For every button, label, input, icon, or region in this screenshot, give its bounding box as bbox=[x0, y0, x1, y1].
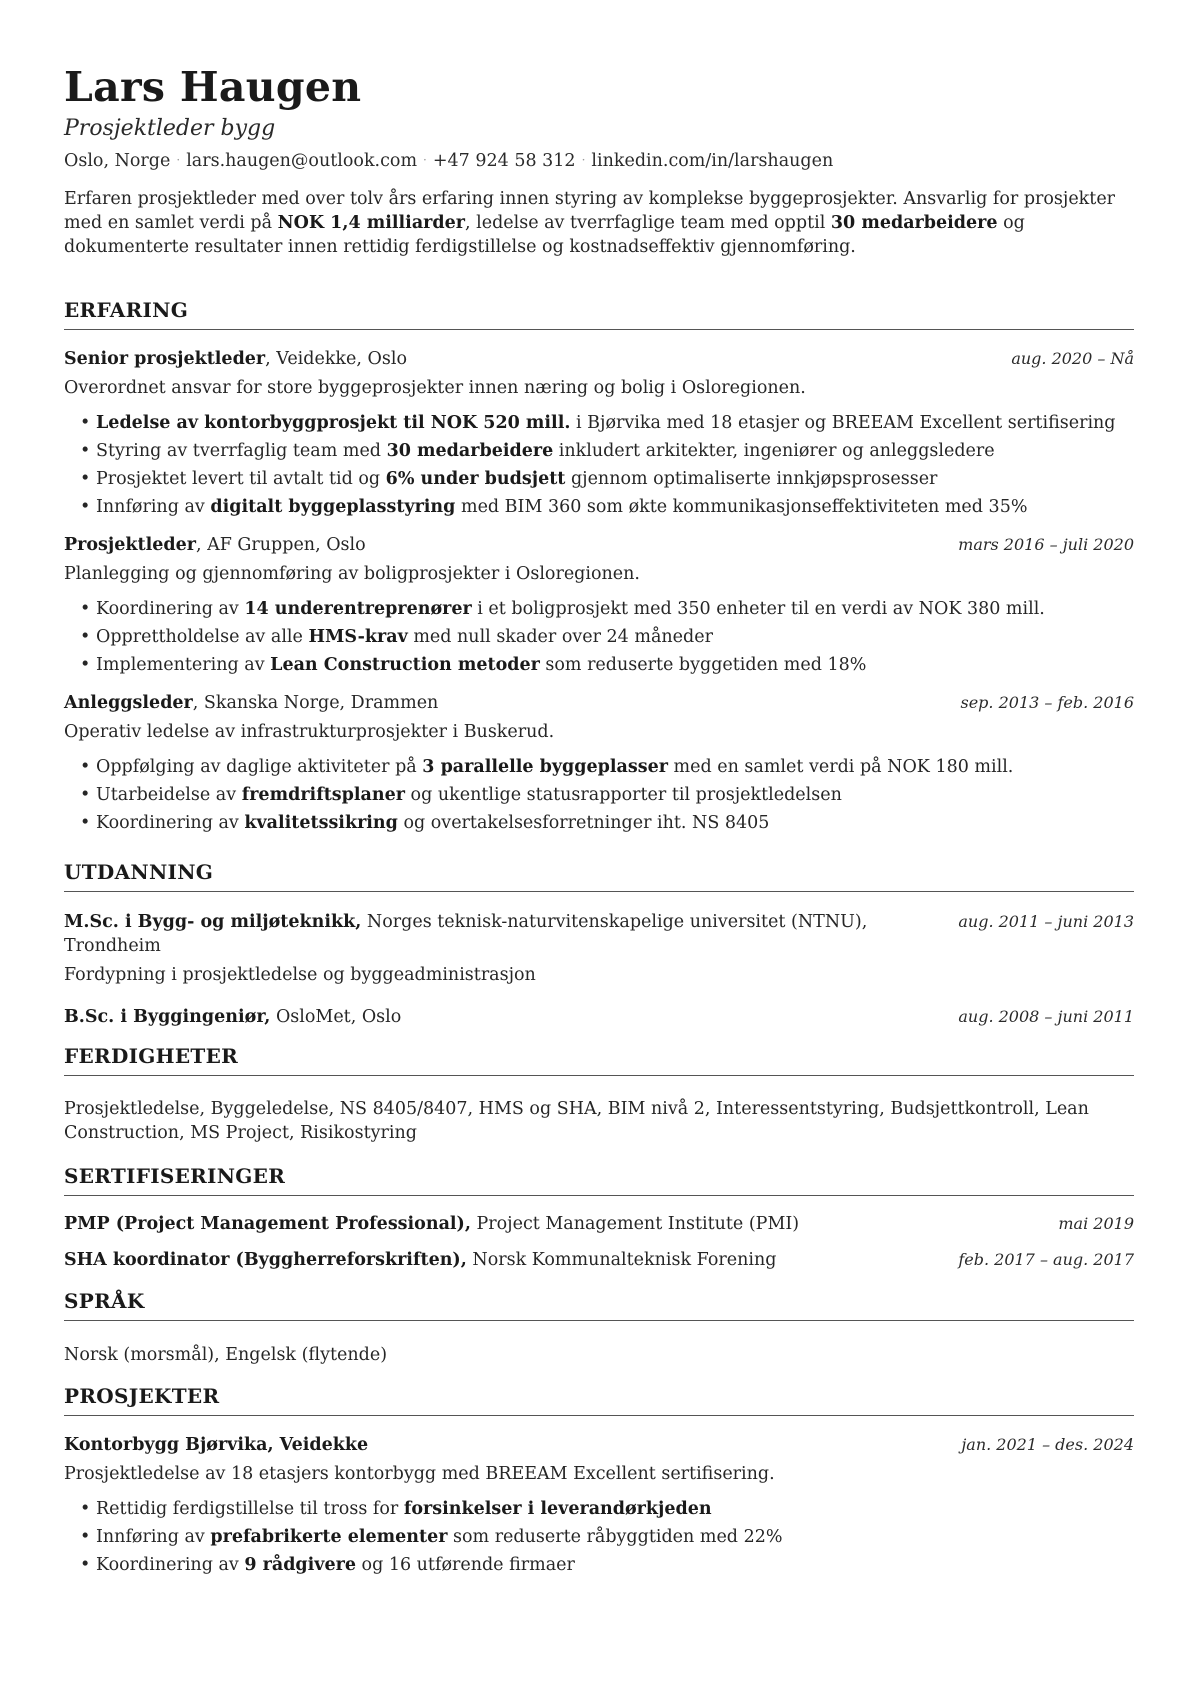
date-range: mai 2019 bbox=[1058, 1214, 1134, 1233]
list-item bbox=[84, 595, 1134, 623]
date-range: sep. 2013 – feb. 2016 bbox=[960, 693, 1134, 712]
summary-highlight: 30 medarbeidere bbox=[830, 213, 998, 233]
resume-page bbox=[64, 62, 1134, 1579]
summary-highlight: NOK 1,4 milliarder bbox=[277, 213, 465, 233]
section-heading-languages: SPRÅK bbox=[64, 1288, 1134, 1321]
school: Norges teknisk-naturvitenskapelige universitet (NTNU), Trondheim bbox=[64, 912, 868, 956]
candidate-name: Lars Haugen bbox=[64, 63, 362, 111]
project-name: Kontorbygg Bjørvika, Veidekke bbox=[64, 1435, 369, 1455]
certification-entry bbox=[64, 1248, 1134, 1272]
bullet-highlight: 9 rådgivere bbox=[244, 1555, 356, 1575]
bullet-text: Koordinering av bbox=[96, 813, 245, 833]
bullet-text: inkludert arkitekter, ingeniører og anleggsledere bbox=[553, 441, 995, 461]
bullet-highlight: fremdriftsplaner bbox=[241, 785, 405, 805]
languages-list: Norsk (morsmål), Engelsk (flytende) bbox=[64, 1345, 388, 1365]
role-description: Overordnet ansvar for store byggeprosjekter innen næring og bolig i Osloregionen. bbox=[64, 378, 806, 398]
degree: B.Sc. i Byggingeniør, bbox=[64, 1007, 271, 1027]
summary-text: Erfaren prosjektleder med over tolv års erfaring innen styring av komplekse byggeprosjekter. Ansvarlig for prosjekter med en samlet verdi på bbox=[64, 189, 1116, 233]
project-description: Prosjektledelse av 18 etasjers kontorbygg med BREEAM Excellent sertifisering. bbox=[64, 1464, 775, 1484]
date-range: jan. 2021 – des. 2024 bbox=[961, 1435, 1134, 1454]
bullet-text: som reduserte råbyggtiden med 22% bbox=[447, 1527, 783, 1547]
bullet-text: Innføring av bbox=[96, 1527, 211, 1547]
bullet-highlight: Ledelse av kontorbyggprosjekt til NOK 520 mill. bbox=[96, 413, 571, 433]
section-heading-skills: FERDIGHETER bbox=[64, 1043, 1134, 1076]
bullet-text: Rettidig ferdigstillelse til tross for bbox=[96, 1499, 404, 1519]
education-entry bbox=[64, 1005, 1134, 1029]
summary-text: , ledelse av tverrfaglige team med opptil bbox=[464, 213, 831, 233]
contact-line bbox=[64, 148, 1134, 173]
bullet-text: med BIM 360 som økte kommunikasjonseffektiviteten med 35% bbox=[455, 497, 1028, 517]
list-item bbox=[84, 1495, 1134, 1523]
date-range: aug. 2011 – juni 2013 bbox=[958, 912, 1134, 931]
bullet-text: i et boligprosjekt med 350 enheter til en verdi av NOK 380 mill. bbox=[471, 599, 1045, 619]
job-title: Prosjektleder bygg bbox=[64, 116, 276, 141]
bullet-text: Innføring av bbox=[96, 497, 211, 517]
section-heading-projects: PROSJEKTER bbox=[64, 1383, 1134, 1416]
certification-issuer: Norsk Kommunalteknisk Forening bbox=[466, 1250, 777, 1270]
list-item bbox=[84, 1551, 1134, 1579]
education-note: Fordypning i prosjektledelse og byggeadministrasjon bbox=[64, 965, 536, 985]
project-header bbox=[64, 1433, 1134, 1457]
section-heading-certifications: SERTIFISERINGER bbox=[64, 1163, 1134, 1196]
phone-number[interactable]: +47 924 58 312 bbox=[432, 151, 576, 171]
bullet-highlight: HMS-krav bbox=[308, 627, 408, 647]
location: Oslo, Norge bbox=[64, 151, 171, 171]
date-range: mars 2016 – juli 2020 bbox=[958, 535, 1134, 554]
experience-entry bbox=[64, 347, 1134, 521]
bullet-text: Oppfølging av daglige aktiviteter på bbox=[96, 757, 423, 777]
skills-list: Prosjektledelse, Byggeledelse, NS 8405/8407, HMS og SHA, BIM nivå 2, Interessentstyring, Budsjettkontroll, Lean Construction, MS Project, Risikostyring bbox=[64, 1099, 1089, 1143]
bullet-highlight: 14 underentreprenører bbox=[244, 599, 472, 619]
bullet-text: og overtakelsesforretninger iht. NS 8405 bbox=[397, 813, 770, 833]
bullet-highlight: 30 medarbeidere bbox=[386, 441, 554, 461]
certification-name: PMP (Project Management Professional), bbox=[64, 1214, 471, 1234]
list-item bbox=[84, 623, 1134, 651]
date-range: feb. 2017 – aug. 2017 bbox=[958, 1250, 1134, 1269]
bullet-highlight: 3 parallelle byggeplasser bbox=[422, 757, 668, 777]
separator-dot: · bbox=[423, 153, 427, 167]
list-item bbox=[84, 409, 1134, 437]
education-header bbox=[64, 910, 1134, 958]
linkedin-link[interactable]: linkedin.com/in/larshaugen bbox=[591, 151, 834, 171]
summary-text: og dokumenterte resultater innen rettidig ferdigstillelse og kostnadseffektiv gjennomføring. bbox=[64, 213, 1025, 257]
list-item bbox=[84, 1523, 1134, 1551]
certification-name: SHA koordinator (Byggherreforskriften), bbox=[64, 1250, 467, 1270]
section-heading-experience: ERFARING bbox=[64, 297, 1134, 330]
experience-entry bbox=[64, 533, 1134, 679]
list-item bbox=[84, 493, 1134, 521]
bullet-text: gjennom optimaliserte innkjøpsprosesser bbox=[565, 469, 938, 489]
school: OsloMet, Oslo bbox=[270, 1007, 402, 1027]
experience-header bbox=[64, 533, 1134, 557]
summary-paragraph bbox=[64, 187, 1134, 259]
list-item bbox=[84, 465, 1134, 493]
bullet-text: Opprettholdelse av alle bbox=[96, 627, 309, 647]
education-header bbox=[64, 1005, 1134, 1029]
project-entry bbox=[64, 1433, 1134, 1579]
certification-issuer: Project Management Institute (PMI) bbox=[470, 1214, 800, 1234]
list-item bbox=[84, 753, 1134, 781]
separator-dot: · bbox=[581, 153, 586, 167]
degree: M.Sc. i Bygg- og miljøteknikk, bbox=[64, 912, 362, 932]
achievement-list bbox=[64, 753, 1134, 837]
role: Prosjektleder bbox=[64, 535, 196, 555]
employer: , Skanska Norge, Drammen bbox=[192, 693, 439, 713]
experience-header bbox=[64, 347, 1134, 371]
experience-entry bbox=[64, 691, 1134, 837]
separator-dot: · bbox=[176, 153, 181, 167]
list-item bbox=[84, 651, 1134, 679]
bullet-highlight: kvalitetssikring bbox=[244, 813, 398, 833]
email-link[interactable]: lars.haugen@outlook.com bbox=[186, 151, 418, 171]
education-entry bbox=[64, 910, 1134, 987]
date-range: aug. 2008 – juni 2011 bbox=[958, 1007, 1134, 1026]
list-item bbox=[84, 781, 1134, 809]
bullet-highlight: digitalt byggeplasstyring bbox=[210, 497, 456, 517]
bullet-text: i Bjørvika med 18 etasjer og BREEAM Excellent sertifisering bbox=[570, 413, 1116, 433]
bullet-text: som reduserte byggetiden med 18% bbox=[539, 655, 867, 675]
bullet-text: Koordinering av bbox=[96, 1555, 245, 1575]
bullet-text: og ukentlige statusrapporter til prosjektledelsen bbox=[404, 785, 842, 805]
bullet-highlight: Lean Construction metoder bbox=[270, 655, 540, 675]
bullet-text: med en samlet verdi på NOK 180 mill. bbox=[667, 757, 1014, 777]
bullet-text: Prosjektet levert til avtalt tid og bbox=[96, 469, 386, 489]
bullet-text: Utarbeidelse av bbox=[96, 785, 242, 805]
bullet-text: med null skader over 24 måneder bbox=[407, 627, 713, 647]
role-description: Planlegging og gjennomføring av boligprosjekter i Osloregionen. bbox=[64, 564, 640, 584]
role: Senior prosjektleder bbox=[64, 349, 266, 369]
bullet-text: og 16 utførende firmaer bbox=[355, 1555, 575, 1575]
achievement-list bbox=[64, 409, 1134, 521]
list-item bbox=[84, 809, 1134, 837]
bullet-highlight: 6% under budsjett bbox=[385, 469, 566, 489]
role: Anleggsleder bbox=[64, 693, 193, 713]
date-range: aug. 2020 – Nå bbox=[1011, 349, 1134, 368]
experience-header bbox=[64, 691, 1134, 715]
certification-entry bbox=[64, 1212, 1134, 1236]
list-item bbox=[84, 437, 1134, 465]
achievement-list bbox=[64, 595, 1134, 679]
bullet-text: Styring av tverrfaglig team med bbox=[96, 441, 387, 461]
bullet-text: Koordinering av bbox=[96, 599, 245, 619]
employer: , AF Gruppen, Oslo bbox=[195, 535, 366, 555]
bullet-highlight: forsinkelser i leverandørkjeden bbox=[403, 1499, 712, 1519]
achievement-list bbox=[64, 1495, 1134, 1579]
section-heading-education: UTDANNING bbox=[64, 859, 1134, 892]
role-description: Operativ ledelse av infrastrukturprosjekter i Buskerud. bbox=[64, 722, 555, 742]
bullet-highlight: prefabrikerte elementer bbox=[210, 1527, 448, 1547]
bullet-text: Implementering av bbox=[96, 655, 271, 675]
employer: , Veidekke, Oslo bbox=[265, 349, 407, 369]
